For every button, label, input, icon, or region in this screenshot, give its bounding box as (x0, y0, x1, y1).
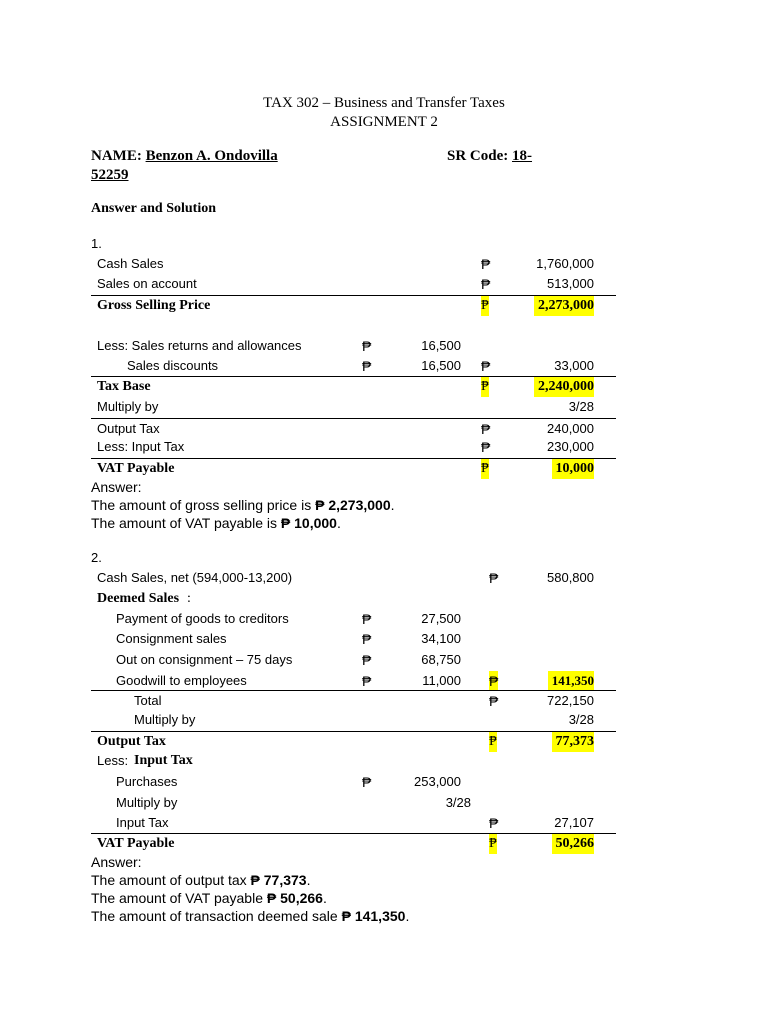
row-label: Output Tax (97, 734, 166, 749)
row-label: Total (134, 693, 162, 708)
row-label: VAT Payable (97, 461, 175, 476)
document-subtitle: ASSIGNMENT 2 (330, 114, 438, 130)
table-row (91, 609, 616, 629)
answer-label: Answer: (91, 854, 142, 870)
row-label: Multiply by (134, 712, 196, 727)
row-label: VAT Payable (97, 836, 175, 851)
row-label: Gross Selling Price (97, 298, 211, 313)
answer-line: The amount of output tax ₱ 77,373. (91, 872, 311, 888)
peso-symbol: ₱ (489, 834, 497, 854)
row-value-highlighted: 141,350 (548, 671, 594, 691)
row-value-highlighted: 77,373 (552, 732, 595, 752)
table-row (91, 376, 616, 397)
row-value: 27,500 (421, 611, 461, 626)
peso-symbol: ₱ (489, 732, 497, 752)
row-label: Less: Input Tax (97, 439, 185, 454)
table-row: Deemed Sales : (91, 589, 616, 609)
row-label: Sales discounts (127, 358, 219, 373)
problem-2-number: 2. (91, 550, 102, 565)
table-row (91, 418, 616, 439)
table-row (91, 568, 616, 588)
row-value: 230,000 (547, 439, 594, 454)
table-row (91, 437, 616, 457)
table-row (91, 336, 616, 356)
peso-symbol: ₱ (362, 652, 372, 668)
row-value: 513,000 (547, 276, 594, 291)
row-label: Purchases (116, 774, 178, 789)
peso-symbol: ₱ (362, 631, 372, 647)
row-value: 11,000 (422, 673, 461, 688)
sr-code-label: SR Code: (447, 148, 509, 164)
row-value: 240,000 (547, 421, 594, 436)
peso-symbol: ₱ (489, 693, 499, 709)
row-value: 253,000 (414, 774, 461, 789)
row-value: 68,750 (421, 652, 461, 667)
name-line (91, 147, 421, 166)
row-label: Out on consignment – 75 days (116, 652, 293, 667)
row-label: Less: (97, 753, 129, 768)
table-row (91, 458, 616, 479)
row-value-highlighted: 2,273,000 (534, 296, 594, 316)
row-value: 1,760,000 (536, 256, 594, 271)
sr-code-value-part2: 52259 (91, 167, 129, 183)
table-row (91, 671, 616, 691)
peso-symbol: ₱ (362, 611, 372, 627)
table-row (91, 397, 616, 417)
peso-symbol: ₱ (489, 673, 499, 689)
row-value: 3/28 (568, 712, 594, 727)
row-label: Cash Sales (97, 256, 164, 271)
row-value-highlighted: 50,266 (552, 834, 595, 854)
row-value: 34,100 (421, 631, 461, 646)
row-value: 33,000 (554, 358, 594, 373)
peso-symbol: ₱ (481, 256, 491, 272)
row-label: Sales on account (97, 276, 197, 291)
table-row (91, 650, 616, 670)
table-row (91, 254, 616, 274)
name-value: Benzon A. Ondovilla (145, 148, 278, 164)
row-value: 16,500 (421, 338, 461, 353)
row-value: 3/28 (568, 399, 594, 414)
peso-symbol: ₱ (362, 338, 372, 354)
row-value-highlighted: 2,240,000 (534, 377, 594, 397)
peso-symbol: ₱ (481, 377, 489, 397)
answer-line: The amount of VAT payable ₱ 50,266. (91, 890, 327, 906)
name-label: NAME: (91, 148, 142, 164)
peso-symbol: ₱ (362, 774, 372, 790)
row-label: Deemed Sales (97, 591, 180, 606)
peso-symbol: ₱ (481, 296, 489, 316)
table-row (91, 833, 616, 854)
row-label: Consignment sales (116, 631, 227, 646)
row-label: Less: Sales returns and allowances (97, 338, 302, 353)
table-row (91, 690, 616, 711)
answer-line: The amount of VAT payable is ₱ 10,000. (91, 515, 341, 531)
table-row (91, 813, 616, 833)
table-row (91, 751, 616, 771)
row-label: Multiply by (116, 795, 178, 810)
row-value-highlighted: 10,000 (552, 459, 595, 479)
table-row (91, 731, 616, 752)
answer-label: Answer: (91, 479, 142, 495)
row-label: Cash Sales, net (594,000-13,200) (97, 570, 293, 585)
peso-symbol: ₱ (481, 276, 491, 292)
table-row (91, 295, 616, 316)
peso-symbol: ₱ (362, 673, 372, 689)
table-row (91, 629, 616, 649)
peso-symbol: ₱ (362, 358, 372, 374)
row-label: Input Tax (116, 815, 169, 830)
row-value: 722,150 (547, 693, 594, 708)
document-header (0, 94, 768, 132)
peso-symbol: ₱ (489, 815, 499, 831)
peso-symbol: ₱ (481, 439, 491, 455)
sr-code-value-part1: 18- (512, 148, 533, 164)
answer-line: The amount of gross selling price is ₱ 2,273,000. (91, 497, 395, 513)
row-label: Payment of goods to creditors (116, 611, 289, 626)
row-label: Goodwill to employees (116, 673, 247, 688)
sr-code-line (447, 147, 532, 166)
problem-1-number: 1. (91, 236, 102, 251)
table-row (91, 356, 616, 376)
peso-symbol: ₱ (481, 358, 491, 374)
table-row (91, 274, 616, 294)
document-title: TAX 302 – Business and Transfer Taxes (263, 95, 505, 111)
peso-symbol: ₱ (481, 421, 491, 437)
row-label: Multiply by (97, 399, 159, 414)
peso-symbol: ₱ (481, 459, 489, 479)
table-row (91, 772, 616, 792)
row-label: Tax Base (97, 379, 151, 394)
table-row (91, 710, 616, 730)
row-label-bold: Input Tax (134, 753, 193, 768)
answer-line: The amount of transaction deemed sale ₱ 141,350. (91, 908, 410, 924)
peso-symbol: ₱ (489, 570, 499, 586)
row-value: 27,107 (554, 815, 594, 830)
table-row (91, 793, 616, 813)
section-heading: Answer and Solution (91, 201, 217, 216)
row-label: Output Tax (97, 421, 160, 436)
row-value: 16,500 (421, 358, 461, 373)
row-value: 3/28 (445, 795, 471, 810)
row-value: 580,800 (547, 570, 594, 585)
